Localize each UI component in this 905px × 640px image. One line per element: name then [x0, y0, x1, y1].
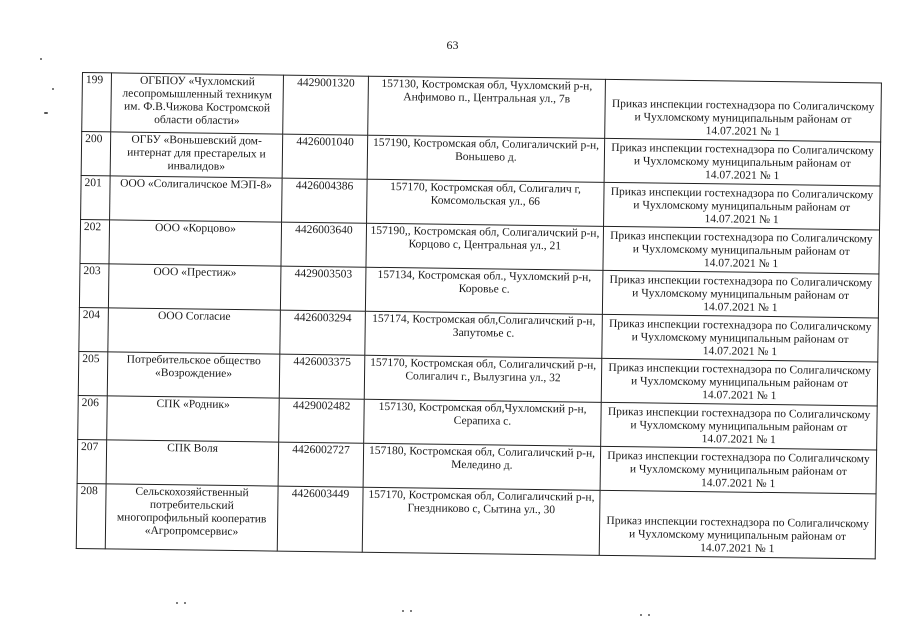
- inn-cell: 4426002727: [278, 442, 364, 487]
- registry-table: [76, 72, 882, 559]
- organization-name: СПК «Родник»: [107, 396, 280, 442]
- organization-name: ООО «Престиж»: [108, 264, 281, 310]
- order-cell: Приказ инспекции гостехнадзора по Солигаличскому и Чухломскому муниципальным районам от 14.07.2021 № 1: [599, 490, 876, 559]
- address-cell: 157134, Костромская обл., Чухломский р-н, Коровье с.: [365, 267, 603, 314]
- order-cell: Приказ инспекции гостехнадзора по Солигаличскому и Чухломскому муниципальным районам от 14.07.2021 № 1: [601, 358, 878, 406]
- scan-speck: [44, 112, 48, 114]
- row-number: 204: [79, 307, 109, 351]
- address-cell: 157180, Костромская обл, Солигаличский р-н, Меледино д.: [363, 443, 601, 490]
- scan-speck: [640, 614, 642, 616]
- row-number: 203: [79, 263, 109, 307]
- row-number: 206: [78, 395, 108, 439]
- address-cell: 157174, Костромская обл,Солигаличский р-н, Запутомье с.: [365, 311, 603, 358]
- address-cell: 157170, Костромская обл, Солигалич г, Комсомольская ул., 66: [367, 179, 605, 226]
- order-cell: Приказ инспекции гостехнадзора по Солигаличскому и Чухломскому муниципальным районам от 14.07.2021 № 1: [605, 79, 882, 142]
- inn-cell: 4426003375: [279, 354, 365, 399]
- table-row: [82, 73, 882, 142]
- order-cell: Приказ инспекции гостехнадзора по Солигаличскому и Чухломскому муниципальным районам от 14.07.2021 № 1: [600, 446, 877, 494]
- row-number: 202: [80, 219, 110, 263]
- organization-name: Сельскохозяйственный потребительский многопрофильный кооператив «Агропромсервис»: [105, 484, 278, 551]
- inn-cell: 4429003503: [280, 266, 366, 311]
- address-cell: 157130, Костромская обл,Чухломский р-н, Серапиха с.: [364, 399, 602, 446]
- scan-speck: [184, 602, 186, 604]
- inn-cell: 4426003640: [281, 222, 367, 267]
- row-number: 200: [81, 132, 111, 176]
- registry-table-wrapper: [76, 72, 882, 559]
- scan-speck: [52, 88, 54, 90]
- row-number: 207: [77, 439, 107, 483]
- order-cell: Приказ инспекции гостехнадзора по Солигаличскому и Чухломскому муниципальным районам от 14.07.2021 № 1: [602, 270, 879, 318]
- organization-name: Потребительское общество «Возрождение»: [107, 352, 280, 398]
- inn-cell: 4426003449: [277, 486, 363, 552]
- inn-cell: 4426003294: [280, 310, 366, 355]
- inn-cell: 4429002482: [279, 398, 365, 443]
- scan-speck: [176, 602, 178, 604]
- scan-speck: [402, 610, 404, 612]
- order-cell: Приказ инспекции гостехнадзора по Солигаличскому и Чухломскому муниципальным районам от 14.07.2021 № 1: [604, 138, 881, 186]
- order-cell: Приказ инспекции гостехнадзора по Солигаличскому и Чухломскому муниципальным районам от 14.07.2021 № 1: [602, 314, 879, 362]
- row-number: 201: [81, 175, 111, 219]
- inn-cell: 4426004386: [282, 178, 368, 223]
- inn-cell: 4426001040: [282, 134, 368, 179]
- order-cell: Приказ инспекции гостехнадзора по Солигаличскому и Чухломскому муниципальным районам от 14.07.2021 № 1: [603, 226, 880, 274]
- order-cell: Приказ инспекции гостехнадзора по Солигаличскому и Чухломскому муниципальным районам от 14.07.2021 № 1: [604, 182, 881, 230]
- scan-speck: [410, 610, 412, 612]
- scan-speck: [40, 58, 42, 60]
- address-cell: 157190,, Костромская обл, Солигаличский р-н, Корцово с, Центральная ул., 21: [366, 223, 604, 270]
- organization-name: ООО «Корцово»: [109, 220, 282, 266]
- organization-name: ОГБПОУ «Чухломский лесопромышленный техникум им. Ф.В.Чижова Костромской области области»: [111, 73, 284, 134]
- row-number: 199: [82, 73, 112, 132]
- inn-cell: 4429001320: [283, 75, 369, 135]
- organization-name: ООО Согласие: [108, 308, 281, 354]
- organization-name: ОГБУ «Воньшевский дом-интернат для престарелых и инвалидов»: [110, 132, 283, 178]
- table-row: [76, 483, 876, 558]
- row-number: 205: [78, 351, 108, 395]
- page-number: 63: [446, 38, 459, 52]
- organization-name: ООО «Солигаличское МЭП-8»: [110, 176, 283, 222]
- scan-speck: [648, 614, 650, 616]
- row-number: 208: [76, 483, 106, 548]
- address-cell: 157170, Костромская обл, Солигаличский р-н, Гнездниково с, Сытина ул., 30: [362, 487, 600, 555]
- address-cell: 157170, Костромская обл, Солигаличский р-н, Солигалич г., Вылузгина ул., 32: [364, 355, 602, 402]
- organization-name: СПК Воля: [106, 440, 279, 486]
- address-cell: 157190, Костромская обл, Солигаличский р-н, Воньшево д.: [367, 135, 605, 182]
- address-cell: 157130, Костромская обл, Чухломский р-н, Анфимово п., Центральная ул., 7в: [368, 76, 606, 138]
- order-cell: Приказ инспекции гостехнадзора по Солигаличскому и Чухломскому муниципальным районам от 14.07.2021 № 1: [601, 402, 878, 450]
